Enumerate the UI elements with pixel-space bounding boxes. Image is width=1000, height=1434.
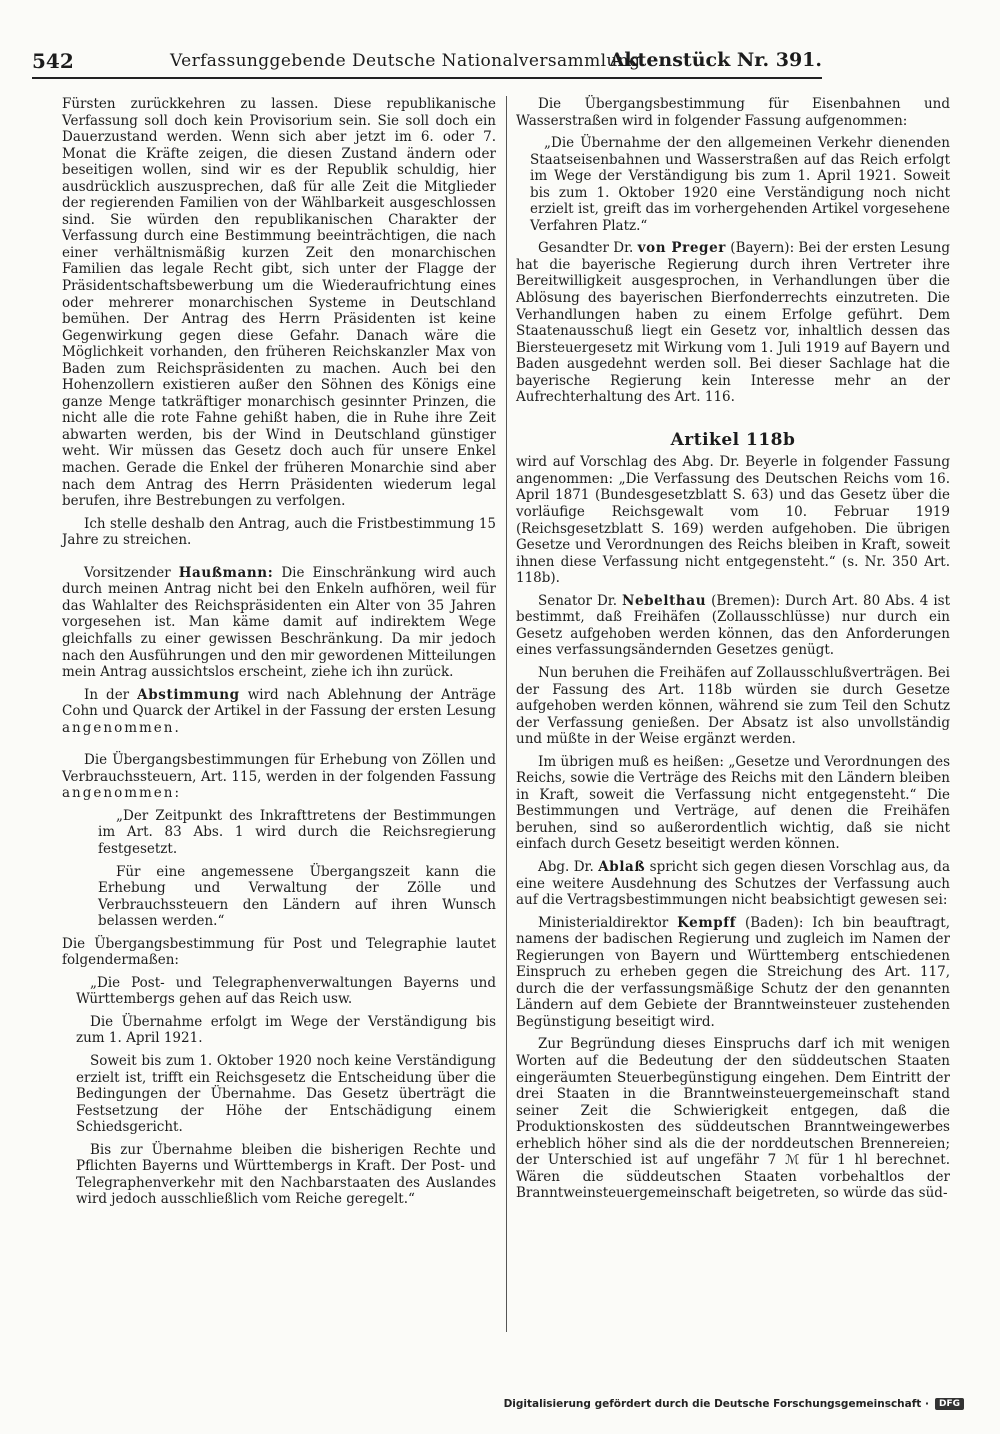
digitization-credit [504,1398,964,1410]
paragraph: Ich stelle deshalb den Antrag, auch die Fristbestimmung 15 Jahre zu streichen. [62,515,496,549]
speaker-name: Kempff [677,914,737,931]
speaker-name: Ablaß [598,858,646,875]
left-column [62,96,496,1214]
column-divider [506,96,507,1332]
paragraph: Die Übergangsbestimmung für Eisenbahnen und Wasserstraßen wird in folgender Fassung aufgenommen: [516,96,950,129]
credit-text: Digitalisierung gefördert durch die Deutsche Forschungsgemeinschaft · [503,1398,929,1410]
quote: „Die Übernahme der den allgemeinen Verkehr dienenden Staatseisenbahnen und Wasserstraßen auf das Reich erfolgt im Wege der Verständigung bis zum 1. April 1921. Soweit bis zum 1. Oktober 1920 eine Verständigung noch nicht erzielt ist, greift das im vorhergehenden Artikel vorgesehene Verfahren Platz.“ [530,135,950,234]
dfg-logo: DFG [935,1398,964,1410]
quote: Bis zur Übernahme bleiben die bisherigen Rechte und Pflichten Bayerns und Württembergs in Kraft. Der Post- und Telegraphenverkehr mit den Nachbarstaaten des Auslandes wird jedoch ausschließlich vom Reiche geregelt.“ [76,1141,496,1208]
speaker-name: Nebelthau [622,592,707,609]
document-number: Aktenstück Nr. 391. [609,49,822,71]
paragraph: Die Übergangsbestimmungen für Erhebung von Zöllen und Verbrauchssteuern, Art. 115, werden in der folgenden Fassung angenommen: [62,752,496,802]
page-header [32,47,822,79]
speaker-name: Haußmann: [178,564,274,581]
emphasis: Abstimmung [137,686,240,703]
quote: Die Übernahme erfolgt im Wege der Verständigung bis zum 1. April 1921. [76,1013,496,1047]
paragraph: Vorsitzender Haußmann: Die Einschränkung wird auch durch meinen Antrag nicht bei den Enkeln aufhören, weil für das Wahlalter des Reichspräsidenten ein Alter von 35 Jahren vorgesehen ist. Man käme damit auf indirektem Wege gleichfalls zu einer gewissen Beschränkung. Da mir jedoch nach den Ausführungen und den mir gewordenen Mitteilungen mein Antrag aussichtslos erscheint, ziehe ich ihn zurück. [62,564,496,681]
paragraph: Nun beruhen die Freihäfen auf Zollausschlußverträgen. Bei der Fassung des Art. 118b würden sie durch Gesetze aufgehoben werden können, während sie zum Teil den Schutz der Verfassung genießen. Der Absatz ist also unvollständig und müßte in der Weise ergänzt werden. [516,664,950,748]
paragraph: In der Abstimmung wird nach Ablehnung der Anträge Cohn und Quarck der Artikel in der Fassung der ersten Lesung angenommen. [62,686,496,736]
quote: Für eine angemessene Übergangszeit kann die Erhebung und Verwaltung der Zölle und Verbrauchssteuern den Ländern auf ihren Wunsch belassen werden.“ [98,863,496,930]
paragraph: Die Übergangsbestimmung für Post und Telegraphie lautet folgendermaßen: [62,935,496,969]
right-column [516,96,950,1208]
paragraph: Ministerialdirektor Kempff (Baden): Ich bin beauftragt, namens der badischen Regierung und zugleich im Namen der Regierungen von Bayern und Württemberg entschiedenen Einspruch zu erheben gegen die Streichung des Art. 117, durch die der verfassungsmäßige Schutz der den genannten Ländern auf dem Gebiete der Branntweinsteuer zustehenden Begünstigung beseitigt wird. [516,914,950,1030]
page-number: 542 [32,49,74,73]
quote: Soweit bis zum 1. Oktober 1920 noch keine Verständigung erzielt ist, trifft ein Reichsgesetz die Entscheidung über die Bedingungen der Übernahme. Das Gesetz überträgt die Festsetzung der Höhe der Entschädigung einem Schiedsgericht. [76,1052,496,1136]
paragraph: Gesandter Dr. von Preger (Bayern): Bei der ersten Lesung hat die bayerische Regierung durch ihren Vertreter ihre Bereitwilligkeit ausgesprochen, in Verhandlungen über die Ablösung des bayerischen Bierfonderrechts einzutreten. Die Verhandlungen haben zu einem Erfolge geführt. Dem Staatenausschuß liegt ein Gesetz vor, inhaltlich dessen das Biersteuergesetz mit Wirkung vom 1. Juli 1919 auf Bayern und Baden ausgedehnt werden soll. Bei dieser Sachlage hat die bayerische Regierung kein Interesse mehr an der Aufrechterhaltung des Art. 116. [516,240,951,406]
paragraph: Fürsten zurückkehren zu lassen. Diese republikanische Verfassung soll doch kein Provisorium sein. Sie soll doch ein Dauerzustand werden. Wenn sich aber jetzt im 6. oder 7. Monat die Kräfte zeigen, die diesen Zustand ändern oder beseitigen wollen, sind wir es der Republik schuldig, hier ausdrücklich auszusprechen, daß für alle Zeit die Mitglieder der regierenden Familien von der Wählbarkeit ausgeschlossen sind. Sie würden den republikanischen Charakter der Verfassung durch eine Bestimmung beeinträchtigen, die nach einer verhältnismäßig kurzen Zeit den monarchischen Familien das legale Recht gibt, sich unter der Flagge der Präsidentschaftsbewerbung um die Wiederaufrichtung eines oder mehrerer monarchischen Systeme in Deutschland bemühen. Der Antrag des Herrn Präsidenten ist keine Gegenwirkung gegen diese Gefahr. Danach wäre die Möglichkeit vorhanden, den früheren Reichskanzler Max von Baden zum Reichspräsidenten zu machen. Auch bei den Hohenzollern existieren außer den Söhnen des Königs eine ganze Menge tatkräftiger monarchisch gesinnter Prinzen, die nicht alle die rote Fahne gehißt haben, die in Ruhe ihre Zeit abwarten werden, bis der Wind in Deutschland günstiger weht. Wir müssen das Gesetz doch auch für unsere Enkel machen. Gerade die Enkel der früheren Monarchie sind aber nach dem Antrag des Herrn Präsidenten wiederum legal berufen, ihre Bestrebungen zu verfolgen. [62,96,496,510]
article-heading: Artikel 118b [670,429,796,450]
paragraph: wird auf Vorschlag des Abg. Dr. Beyerle in folgender Fassung angenommen: „Die Verfassung des Deutschen Reichs vom 16. April 1871 (Bundesgesetzblatt S. 63) und das Gesetz über die vorläufige Reichsgewalt vom 10. Februar 1919 (Reichsgesetzblatt S. 169) werden aufgehoben. Die übrigen Gesetze und Verordnungen des Reichs bleiben in Kraft, soweit ihnen diese Verfassung nicht entgegensteht.“ (s. Nr. 350 Art. 118b). [516,454,950,587]
quote: „Der Zeitpunkt des Inkrafttretens der Bestimmungen im Art. 83 Abs. 1 wird durch die Reichsregierung festgesetzt. [98,807,496,857]
speaker-name: von Preger [637,240,727,257]
paragraph: Zur Begründung dieses Einspruchs darf ich mit wenigen Worten auf die Bedeutung der den süddeutschen Staaten eingeräumten Steuerbegünstigung eingehen. Dem Eintritt der drei Staaten in die Branntweinsteuergemeinschaft stand seiner Zeit die Schwierigkeit entgegen, daß die Produktionskosten des süddeutschen Branntweingewerbes erheblich höher sind als die der norddeutschen Brennereien; der Unterschied ist auf ungefähr 7 ℳ für 1 hl berechnet. Wären die süddeutschen Staaten vorbehaltlos der Branntweinsteuergemeinschaft beigetreten, so würde das süd- [516,1036,950,1202]
paragraph: Senator Dr. Nebelthau (Bremen): Durch Art. 80 Abs. 4 ist bestimmt, daß Freihäfen (Zollausschlüsse) nur durch ein Gesetz aufgehoben werden können, das den Anforderungen eines verfassungsändernden Gesetzes genügt. [516,592,951,659]
paragraph: Abg. Dr. Ablaß spricht sich gegen diesen Vorschlag aus, da eine weitere Ausdehnung des Schutzes der Verfassung auch auf die Vertragsbestimmungen nicht beabsichtigt gewesen sei: [516,858,950,909]
quote: „Die Post- und Telegraphenverwaltungen Bayerns und Württembergs gehen auf das Reich usw. [76,974,496,1008]
paragraph: Im übrigen muß es heißen: „Gesetze und Verordnungen des Reichs, sowie die Verträge des Reichs mit den Ländern bleiben in Kraft, soweit die Verfassung nicht entgegensteht.“ Die Bestimmungen und Verträge, auf denen die Freihäfen beruhen, sind so außerordentlich wichtig, daß sie nicht einfach durch Gesetz beseitigt werden können. [516,753,950,853]
running-title: Verfassunggebende Deutsche Nationalversammlung. [170,51,647,71]
